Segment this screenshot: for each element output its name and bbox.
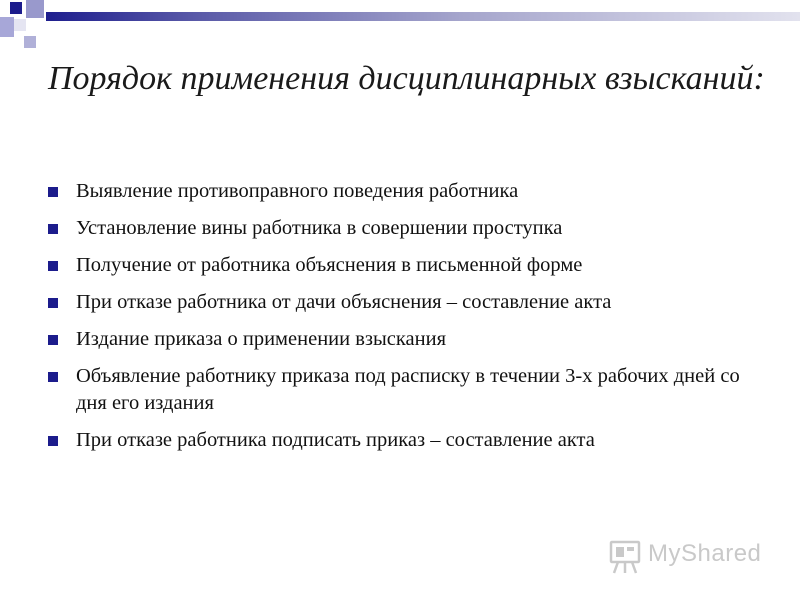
myshared-watermark	[606, 536, 766, 576]
top-gradient-band	[46, 12, 800, 21]
watermark-text: MyShared	[648, 540, 762, 567]
list-item-text: Получение от работника объяснения в письменной форме	[76, 254, 583, 276]
list-item-text: При отказе работника от дачи объяснения – составление акта	[76, 291, 612, 313]
list-item-text: Установление вины работника в совершении проступка	[76, 217, 563, 239]
square-bullet-icon	[48, 372, 58, 382]
list-item	[48, 215, 748, 242]
list-item-text: При отказе работника подписать приказ – составление акта	[76, 429, 595, 451]
list-item	[48, 427, 748, 454]
list-item-text: Объявление работнику приказа под расписку в течении 3-х рабочих дней со дня его издания	[76, 365, 740, 414]
square-bullet-icon	[48, 187, 58, 197]
decorative-square	[26, 0, 44, 18]
list-item-text: Издание приказа о применении взыскания	[76, 328, 447, 350]
list-item	[48, 289, 748, 316]
list-item	[48, 363, 748, 417]
list-item	[48, 178, 748, 205]
list-item	[48, 252, 748, 279]
presentation-board-icon	[606, 536, 646, 576]
square-bullet-icon	[48, 224, 58, 234]
decorative-square	[14, 19, 26, 31]
list-item	[48, 326, 748, 353]
slide-title: Порядок применения дисциплинарных взысканий:	[48, 60, 765, 97]
square-bullet-icon	[48, 298, 58, 308]
decorative-square	[10, 2, 22, 14]
decorative-square	[0, 17, 14, 37]
square-bullet-icon	[48, 335, 58, 345]
list-item-text: Выявление противоправного поведения работника	[76, 180, 519, 202]
square-bullet-icon	[48, 261, 58, 271]
square-bullet-icon	[48, 436, 58, 446]
decorative-square	[24, 36, 36, 48]
bullet-list	[48, 178, 748, 464]
